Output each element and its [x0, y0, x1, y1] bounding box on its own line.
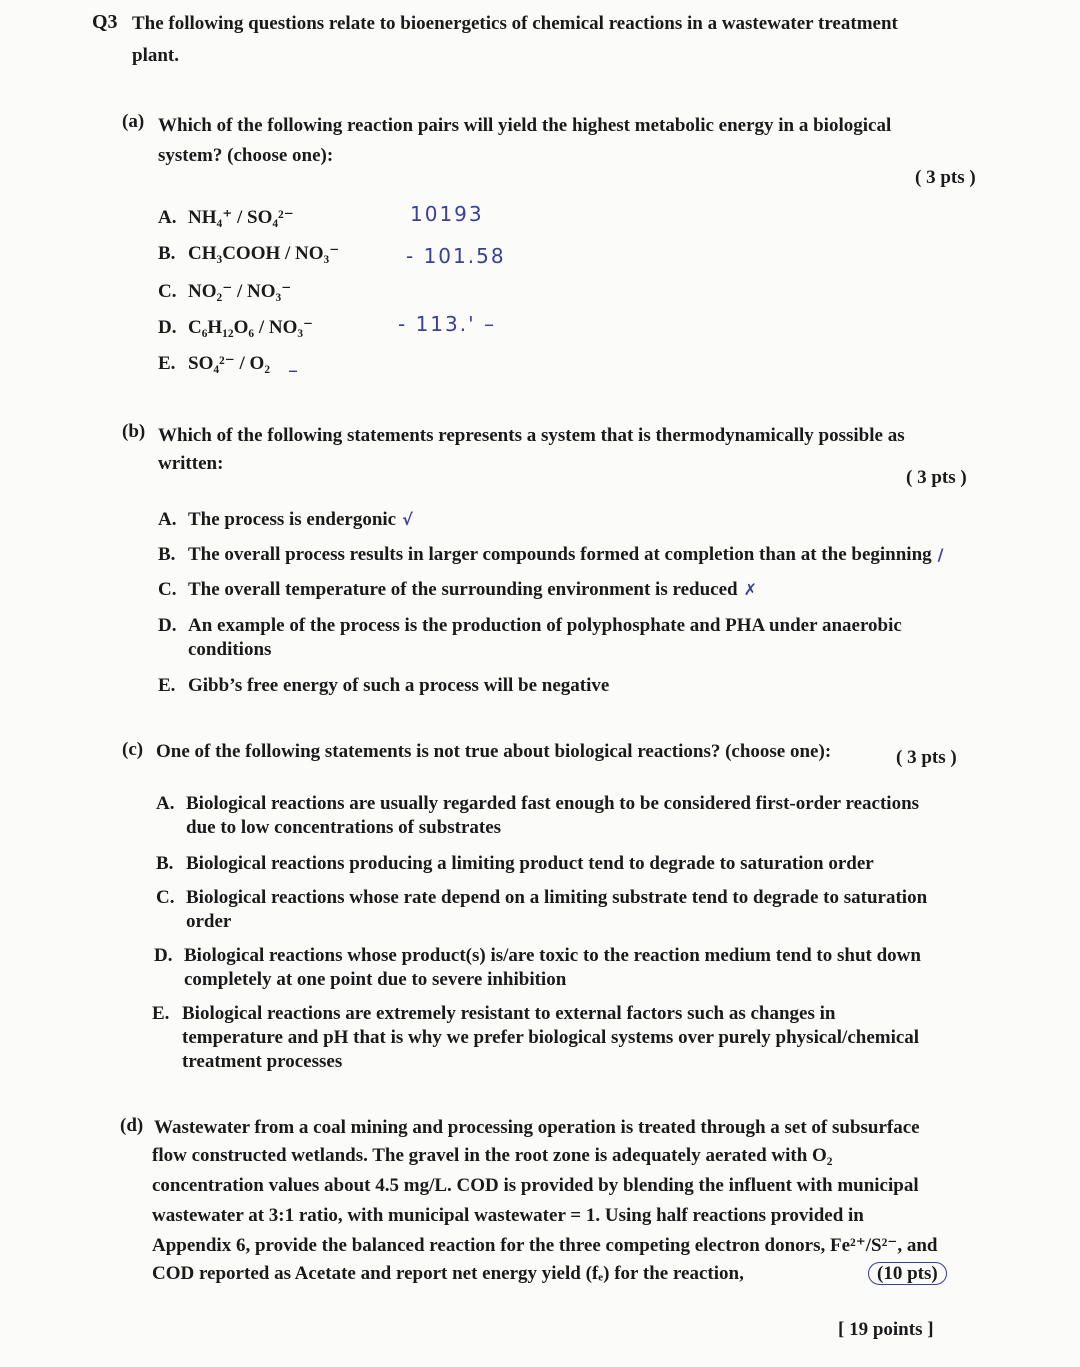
- option-letter: D.: [158, 317, 177, 338]
- option-letter: E.: [158, 353, 176, 374]
- part-b-label: (b): [122, 421, 146, 442]
- part-b-option-e[interactable]: [158, 674, 609, 698]
- part-b-points: ( 3 pts ): [906, 467, 967, 488]
- option-letter: B.: [156, 853, 174, 874]
- option-text: Biological reactions are usually regarded fast enough to be considered first-order reactions: [186, 793, 920, 814]
- handwritten-note-b: - 101.58: [406, 244, 506, 268]
- cross-mark-icon: ✗: [743, 580, 757, 599]
- part-d-line3: concentration values about 4.5 mg/L. COD is provided by blending the influent with municipal: [152, 1175, 919, 1196]
- part-d-line1: Wastewater from a coal mining and processing operation is treated through a set of subsurface: [154, 1117, 920, 1138]
- part-c-option-c-line2: order: [186, 911, 232, 932]
- option-text: Biological reactions producing a limiting product tend to degrade to saturation order: [186, 853, 874, 874]
- part-c-option-d[interactable]: [154, 944, 962, 968]
- option-text: The overall temperature of the surrounding environment is reduced: [188, 579, 738, 600]
- option-text: NO₂⁻ / NO₃⁻: [188, 281, 292, 302]
- part-c-points: ( 3 pts ): [896, 747, 957, 768]
- option-letter: D.: [158, 615, 177, 636]
- part-d-line4: wastewater at 3:1 ratio, with municipal wastewater = 1. Using half reactions provided in: [152, 1205, 864, 1226]
- option-letter: C.: [156, 887, 175, 908]
- part-c-option-d-line2: completely at one point due to severe inhibition: [184, 969, 567, 990]
- option-text: Biological reactions are extremely resistant to external factors such as changes in: [182, 1003, 836, 1024]
- part-c-option-a-line2: due to low concentrations of substrates: [186, 817, 502, 838]
- option-letter: E.: [158, 675, 176, 696]
- option-text: C₆H₁₂O₆ / NO₃⁻: [188, 317, 314, 338]
- part-c-label: (c): [122, 739, 144, 760]
- part-d-line5: Appendix 6, provide the balanced reaction for the three competing electron donors, Fe²⁺/S²⁻, and: [152, 1235, 938, 1256]
- option-text: The process is endergonic: [188, 509, 397, 530]
- part-a-question-line1: Which of the following reaction pairs will yield the highest metabolic energy in a biological: [158, 115, 892, 136]
- part-c-option-c[interactable]: [156, 886, 962, 910]
- option-text: Biological reactions whose product(s) is/are toxic to the reaction medium tend to shut down: [184, 945, 921, 966]
- option-text: NH₄⁺ / SO₄²⁻: [188, 207, 294, 228]
- part-c-question: One of the following statements is not true about biological reactions? (choose one):: [156, 741, 832, 762]
- option-letter: A.: [158, 509, 177, 530]
- part-b-option-d[interactable]: [158, 614, 978, 638]
- part-d-line6: COD reported as Acetate and report net energy yield (fₑ) for the reaction,: [152, 1263, 744, 1284]
- option-text: CH₃COOH / NO₃⁻: [188, 243, 340, 264]
- part-a-option-d[interactable]: [158, 316, 313, 340]
- part-b-question-line1: Which of the following statements represents a system that is thermodynamically possible as: [158, 425, 905, 446]
- check-mark-icon: √: [402, 510, 413, 529]
- option-letter: E.: [152, 1003, 170, 1024]
- part-b-option-d-line2: conditions: [188, 639, 272, 660]
- part-c-option-b[interactable]: [156, 852, 874, 876]
- part-c-option-a[interactable]: [156, 792, 966, 816]
- part-c-option-e-line3: treatment processes: [182, 1051, 343, 1072]
- part-a-label: (a): [122, 111, 145, 132]
- option-letter: C.: [158, 281, 177, 302]
- option-letter: D.: [154, 945, 173, 966]
- slash-mark-icon: /: [937, 545, 944, 564]
- part-b-option-b[interactable]: [158, 543, 944, 567]
- option-text: Biological reactions whose rate depend on a limiting substrate tend to degrade to saturation: [186, 887, 928, 908]
- part-a-points: ( 3 pts ): [915, 167, 976, 188]
- part-c-option-e[interactable]: [152, 1002, 960, 1026]
- part-c-option-e-line2: temperature and pH that is why we prefer biological systems over purely physical/chemical: [182, 1027, 920, 1048]
- option-text: Gibb’s free energy of such a process will be negative: [188, 675, 610, 696]
- part-a-option-e[interactable]: [158, 352, 270, 376]
- part-b-option-a[interactable]: [158, 508, 413, 532]
- part-b-option-c[interactable]: [158, 578, 757, 602]
- part-d-line2: flow constructed wetlands. The gravel in the root zone is adequately aerated with O₂: [152, 1145, 833, 1166]
- option-text: An example of the process is the production of polyphosphate and PHA under anaerobic: [188, 615, 902, 636]
- option-text: SO₄²⁻ / O₂: [188, 353, 271, 374]
- option-letter: A.: [158, 207, 177, 228]
- handwritten-note-d: - 113.' –: [398, 312, 496, 336]
- part-d-points: [868, 1262, 947, 1286]
- part-b-question-line2: written:: [158, 453, 224, 474]
- total-points: [ 19 points ]: [838, 1319, 934, 1340]
- option-text: The overall process results in larger compounds formed at completion than at the beginning: [188, 544, 932, 565]
- option-letter: B.: [158, 544, 176, 565]
- handwritten-note-e: –: [288, 358, 300, 382]
- part-a-option-c[interactable]: [158, 280, 291, 304]
- question-intro-line2: plant.: [132, 45, 179, 66]
- question-number: Q3: [92, 11, 118, 33]
- part-a-question-line2: system? (choose one):: [158, 145, 334, 166]
- option-letter: B.: [158, 243, 176, 264]
- question-intro-line1: The following questions relate to bioenergetics of chemical reactions in a wastewater treatment: [132, 13, 898, 34]
- option-letter: A.: [156, 793, 175, 814]
- handwritten-note-a: 10193: [410, 202, 484, 226]
- part-d-label: (d): [120, 1115, 144, 1136]
- part-a-option-b[interactable]: [158, 242, 339, 266]
- part-d-points-text: (10 pts): [868, 1262, 947, 1285]
- option-letter: C.: [158, 579, 177, 600]
- part-a-option-a[interactable]: [158, 206, 294, 230]
